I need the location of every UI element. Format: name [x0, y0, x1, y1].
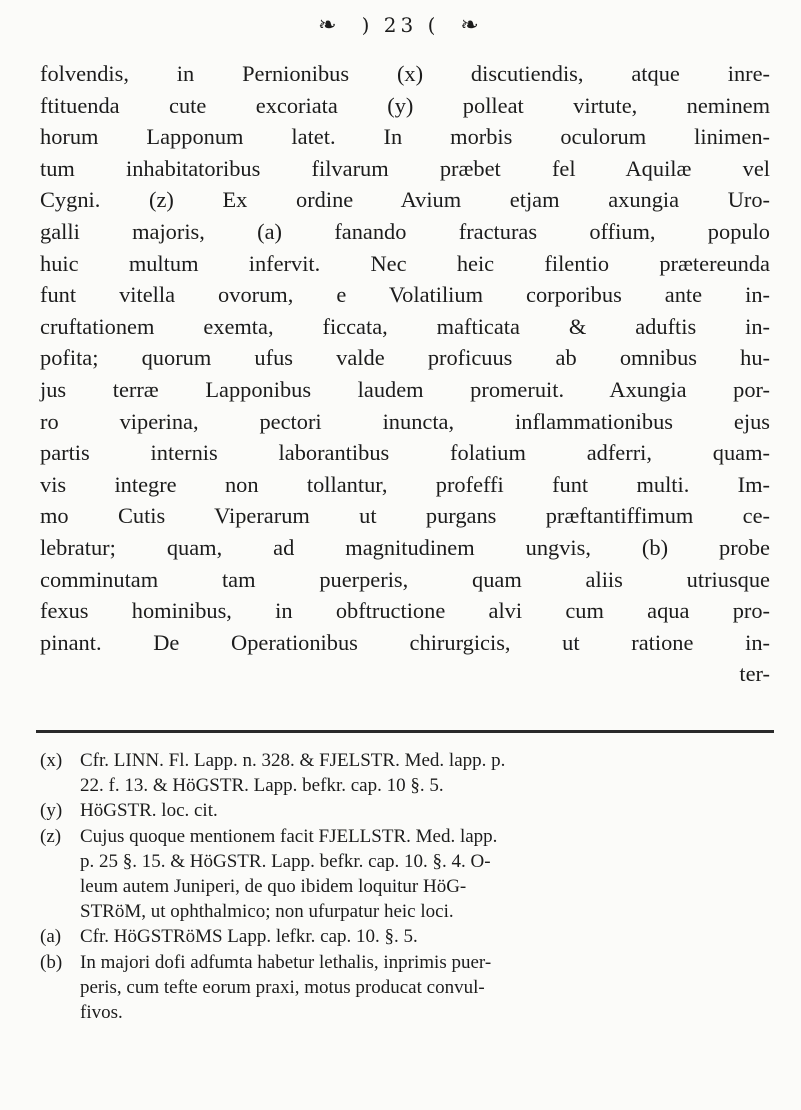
text-line: Cygni. (z) Ex ordine Avium etjam axungia Uro-	[40, 187, 770, 213]
text-line: jus terræ Lapponibus laudem promeruit. Axungia por-	[40, 376, 770, 402]
main-text	[40, 58, 770, 690]
footnote-line: Cfr. LINN. Fl. Lapp. n. 328. & FJELSTR. Med. lapp. p.	[80, 750, 506, 771]
text-line: vis integre non tollantur, profeffi funt multi. Im-	[40, 471, 770, 497]
footnote-mark: (y)	[40, 800, 63, 822]
text-line: cruftationem exemta, ficcata, mafticata & aduftis in-	[40, 313, 770, 339]
footnote-line: Cfr. HöGSTRöMS Lapp. lefkr. cap. 10. §. 5.	[80, 926, 418, 948]
text-line: galli majoris, (a) fanando fracturas offium, populo	[40, 218, 770, 244]
ornament-left-icon: ❧	[318, 12, 341, 38]
footnote-line: fivos.	[80, 1002, 123, 1024]
footnote-line: Cujus quoque mentionem facit FJELLSTR. Med. lapp.	[80, 825, 498, 847]
text-line: ro viperina, pectori inuncta, inflammationibus ejus	[40, 408, 770, 434]
footnote-line: STRöM, ut ophthalmico; non ufurpatur heic loci.	[80, 901, 454, 923]
footnote-line: leum autem Juniperi, de quo ibidem loquitur HöG-	[80, 876, 467, 898]
footnote-mark: (x)	[40, 750, 63, 771]
footnote-mark: (a)	[40, 926, 62, 948]
text-line: folvendis, in Pernionibus (x) discutiendis, atque inre-	[40, 61, 770, 86]
footnote-x	[40, 748, 770, 798]
footnote-line: 22. f. 13. & HöGSTR. Lapp. befkr. cap. 10 §. 5.	[80, 775, 444, 797]
footnote-divider	[36, 730, 774, 733]
footnote-b	[40, 950, 770, 1026]
text-line-catchword: ter-	[739, 661, 770, 687]
text-line: funt vitella ovorum, e Volatilium corporibus ante in-	[40, 282, 770, 308]
text-line: partis internis laborantibus folatium adferri, quam-	[40, 440, 770, 466]
text-line: ftituenda cute excoriata (y) polleat virtute, neminem	[40, 92, 770, 118]
text-line: lebratur; quam, ad magnitudinem ungvis, (b) probe	[40, 534, 770, 560]
text-line: pinant. De Operationibus chirurgicis, ut ratione in-	[40, 629, 770, 655]
footnote-a	[40, 924, 770, 949]
footnote-y	[40, 798, 770, 823]
text-line: tum inhabitatoribus filvarum præbet fel Aquilæ vel	[40, 155, 770, 181]
text-line: horum Lapponum latet. In morbis oculorum linimen-	[40, 124, 770, 150]
ornament-right-icon: ❧	[460, 12, 483, 38]
text-line: fexus hominibus, in obftructione alvi cum aqua pro-	[40, 598, 770, 624]
footnotes	[40, 748, 770, 1025]
page-header	[0, 12, 801, 38]
footnote-mark: (b)	[40, 951, 63, 973]
footnote-line: In majori dofi adfumta habetur lethalis, inprimis puer-	[80, 951, 492, 973]
footnote-z	[40, 824, 770, 925]
footnote-line: peris, cum tefte eorum praxi, motus producat convul-	[80, 976, 485, 998]
text-line: comminutam tam puerperis, quam aliis utriusque	[40, 566, 770, 592]
text-line: mo Cutis Viperarum ut purgans præftantiffimum ce-	[40, 503, 770, 529]
footnote-line: HöGSTR. loc. cit.	[80, 800, 218, 822]
page-number: ) 23 (	[361, 13, 440, 37]
footnote-line: p. 25 §. 15. & HöGSTR. Lapp. befkr. cap. 10. §. 4. O-	[80, 850, 491, 872]
footnote-mark: (z)	[40, 825, 62, 847]
text-line: huic multum infervit. Nec heic filentio prætereunda	[40, 250, 770, 276]
text-line: pofita; quorum ufus valde proficuus ab omnibus hu-	[40, 345, 770, 371]
